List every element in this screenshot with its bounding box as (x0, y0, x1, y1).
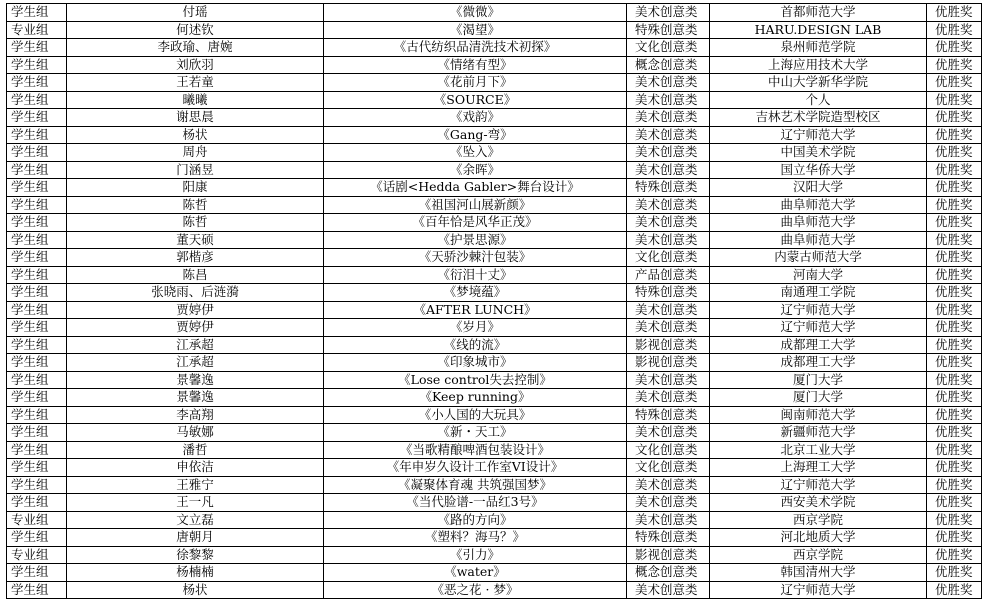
group-cell: 学生组 (7, 424, 67, 442)
work-title-cell: 《引力》 (324, 546, 627, 564)
table-row (7, 249, 982, 267)
category-cell: 美术创意类 (627, 301, 710, 319)
author-cell: 陈昌 (67, 266, 324, 284)
institution-cell: 北京工业大学 (710, 441, 927, 459)
work-title-cell: 《话剧<Hedda Gabler>舞台设计》 (324, 179, 627, 197)
author-cell: 王雅宁 (67, 476, 324, 494)
author-cell: 何述钦 (67, 21, 324, 39)
institution-cell: 韩国清州大学 (710, 564, 927, 582)
author-cell: 江承超 (67, 354, 324, 372)
table-row (7, 231, 982, 249)
award-cell: 优胜奖 (927, 406, 982, 424)
author-cell: 杨状 (67, 581, 324, 599)
author-cell: 张晓雨、后涟漪 (67, 284, 324, 302)
category-cell: 文化创意类 (627, 459, 710, 477)
group-cell: 学生组 (7, 459, 67, 477)
award-cell: 优胜奖 (927, 424, 982, 442)
author-cell: 阳康 (67, 179, 324, 197)
group-cell: 学生组 (7, 266, 67, 284)
work-title-cell: 《岁月》 (324, 319, 627, 337)
award-cell: 优胜奖 (927, 4, 982, 22)
category-cell: 文化创意类 (627, 441, 710, 459)
group-cell: 学生组 (7, 249, 67, 267)
table-row (7, 179, 982, 197)
group-cell: 学生组 (7, 301, 67, 319)
institution-cell: 西安美术学院 (710, 494, 927, 512)
group-cell: 学生组 (7, 319, 67, 337)
award-cell: 优胜奖 (927, 144, 982, 162)
group-cell: 专业组 (7, 511, 67, 529)
work-title-cell: 《百年恰是风华正茂》 (324, 214, 627, 232)
work-title-cell: 《SOURCE》 (324, 91, 627, 109)
group-cell: 学生组 (7, 179, 67, 197)
table-row (7, 91, 982, 109)
institution-cell: 西京学院 (710, 511, 927, 529)
author-cell: 王一凡 (67, 494, 324, 512)
author-cell: 刘欣羽 (67, 56, 324, 74)
category-cell: 文化创意类 (627, 39, 710, 57)
table-row (7, 494, 982, 512)
work-title-cell: 《新・天工》 (324, 424, 627, 442)
table-row (7, 266, 982, 284)
category-cell: 美术创意类 (627, 371, 710, 389)
group-cell: 专业组 (7, 21, 67, 39)
category-cell: 美术创意类 (627, 91, 710, 109)
author-cell: 景馨逸 (67, 389, 324, 407)
work-title-cell: 《water》 (324, 564, 627, 582)
work-title-cell: 《AFTER LUNCH》 (324, 301, 627, 319)
institution-cell: 上海理工大学 (710, 459, 927, 477)
work-title-cell: 《衍泪十丈》 (324, 266, 627, 284)
award-cell: 优胜奖 (927, 319, 982, 337)
category-cell: 美术创意类 (627, 161, 710, 179)
author-cell: 付瑶 (67, 4, 324, 22)
institution-cell: 成都理工大学 (710, 336, 927, 354)
award-cell: 优胜奖 (927, 476, 982, 494)
award-cell: 优胜奖 (927, 231, 982, 249)
category-cell: 美术创意类 (627, 196, 710, 214)
institution-cell: 河北地质大学 (710, 529, 927, 547)
group-cell: 学生组 (7, 56, 67, 74)
award-cell: 优胜奖 (927, 179, 982, 197)
award-cell: 优胜奖 (927, 109, 982, 127)
work-title-cell: 《恶之花 · 梦》 (324, 581, 627, 599)
award-cell: 优胜奖 (927, 441, 982, 459)
author-cell: 陈哲 (67, 196, 324, 214)
category-cell: 美术创意类 (627, 126, 710, 144)
award-cell: 优胜奖 (927, 249, 982, 267)
author-cell: 郭楷彦 (67, 249, 324, 267)
institution-cell: 国立华侨大学 (710, 161, 927, 179)
table-row (7, 581, 982, 599)
work-title-cell: 《线的流》 (324, 336, 627, 354)
category-cell: 美术创意类 (627, 144, 710, 162)
table-row (7, 336, 982, 354)
category-cell: 美术创意类 (627, 214, 710, 232)
work-title-cell: 《微微》 (324, 4, 627, 22)
author-cell: 杨楠楠 (67, 564, 324, 582)
work-title-cell: 《祖国河山展新颜》 (324, 196, 627, 214)
table-row (7, 371, 982, 389)
table-row (7, 109, 982, 127)
table-row (7, 319, 982, 337)
author-cell: 潘哲 (67, 441, 324, 459)
award-cell: 优胜奖 (927, 581, 982, 599)
award-cell: 优胜奖 (927, 459, 982, 477)
work-title-cell: 《余晖》 (324, 161, 627, 179)
work-title-cell: 《当歌精酿啤酒包装设计》 (324, 441, 627, 459)
award-cell: 优胜奖 (927, 196, 982, 214)
institution-cell: 新疆师范大学 (710, 424, 927, 442)
group-cell: 学生组 (7, 354, 67, 372)
work-title-cell: 《戏韵》 (324, 109, 627, 127)
work-title-cell: 《情绪有型》 (324, 56, 627, 74)
group-cell: 学生组 (7, 74, 67, 92)
category-cell: 概念创意类 (627, 564, 710, 582)
table-row (7, 301, 982, 319)
institution-cell: 吉林艺术学院造型校区 (710, 109, 927, 127)
work-title-cell: 《Keep running》 (324, 389, 627, 407)
table-row (7, 424, 982, 442)
category-cell: 产品创意类 (627, 266, 710, 284)
table-row (7, 21, 982, 39)
institution-cell: 南通理工学院 (710, 284, 927, 302)
category-cell: 美术创意类 (627, 511, 710, 529)
category-cell: 影视创意类 (627, 546, 710, 564)
institution-cell: 成都理工大学 (710, 354, 927, 372)
award-cell: 优胜奖 (927, 301, 982, 319)
group-cell: 专业组 (7, 546, 67, 564)
table-row (7, 529, 982, 547)
award-cell: 优胜奖 (927, 354, 982, 372)
category-cell: 特殊创意类 (627, 179, 710, 197)
table-row (7, 406, 982, 424)
award-cell: 优胜奖 (927, 21, 982, 39)
table-row (7, 144, 982, 162)
group-cell: 学生组 (7, 441, 67, 459)
author-cell: 马敏娜 (67, 424, 324, 442)
author-cell: 王若童 (67, 74, 324, 92)
work-title-cell: 《年申岁久设计工作室VI设计》 (324, 459, 627, 477)
institution-cell: 泉州师范学院 (710, 39, 927, 57)
category-cell: 文化创意类 (627, 249, 710, 267)
institution-cell: 辽宁师范大学 (710, 301, 927, 319)
work-title-cell: 《护景思源》 (324, 231, 627, 249)
institution-cell: 辽宁师范大学 (710, 319, 927, 337)
category-cell: 美术创意类 (627, 476, 710, 494)
group-cell: 学生组 (7, 581, 67, 599)
institution-cell: 辽宁师范大学 (710, 126, 927, 144)
award-cell: 优胜奖 (927, 529, 982, 547)
work-title-cell: 《古代纺织品清洗技术初探》 (324, 39, 627, 57)
work-title-cell: 《当代脸谱-一品红3号》 (324, 494, 627, 512)
table-row (7, 441, 982, 459)
table-row (7, 214, 982, 232)
institution-cell: 首都师范大学 (710, 4, 927, 22)
table-row (7, 39, 982, 57)
institution-cell: 厦门大学 (710, 371, 927, 389)
category-cell: 特殊创意类 (627, 406, 710, 424)
work-title-cell: 《印象城市》 (324, 354, 627, 372)
institution-cell: 汉阳大学 (710, 179, 927, 197)
group-cell: 学生组 (7, 476, 67, 494)
category-cell: 美术创意类 (627, 74, 710, 92)
work-title-cell: 《凝聚体育魂 共筑强国梦》 (324, 476, 627, 494)
institution-cell: 上海应用技术大学 (710, 56, 927, 74)
author-cell: 董天硕 (67, 231, 324, 249)
institution-cell: HARU.DESIGN LAB (710, 21, 927, 39)
group-cell: 学生组 (7, 109, 67, 127)
work-title-cell: 《路的方向》 (324, 511, 627, 529)
award-cell: 优胜奖 (927, 546, 982, 564)
award-cell: 优胜奖 (927, 371, 982, 389)
award-cell: 优胜奖 (927, 39, 982, 57)
institution-cell: 河南大学 (710, 266, 927, 284)
work-title-cell: 《坠入》 (324, 144, 627, 162)
category-cell: 美术创意类 (627, 319, 710, 337)
institution-cell: 中山大学新华学院 (710, 74, 927, 92)
award-cell: 优胜奖 (927, 126, 982, 144)
work-title-cell: 《花前月下》 (324, 74, 627, 92)
group-cell: 学生组 (7, 161, 67, 179)
table-row (7, 4, 982, 22)
category-cell: 美术创意类 (627, 581, 710, 599)
table-row (7, 546, 982, 564)
table-row (7, 56, 982, 74)
table-row (7, 284, 982, 302)
award-cell: 优胜奖 (927, 91, 982, 109)
group-cell: 学生组 (7, 406, 67, 424)
institution-cell: 辽宁师范大学 (710, 476, 927, 494)
group-cell: 学生组 (7, 529, 67, 547)
category-cell: 美术创意类 (627, 4, 710, 22)
author-cell: 唐朝月 (67, 529, 324, 547)
institution-cell: 辽宁师范大学 (710, 581, 927, 599)
author-cell: 贾婷伊 (67, 319, 324, 337)
author-cell: 文立磊 (67, 511, 324, 529)
institution-cell: 内蒙古师范大学 (710, 249, 927, 267)
group-cell: 学生组 (7, 336, 67, 354)
author-cell: 徐黎黎 (67, 546, 324, 564)
work-title-cell: 《Lose control失去控制》 (324, 371, 627, 389)
work-title-cell: 《Gang-弯》 (324, 126, 627, 144)
group-cell: 学生组 (7, 284, 67, 302)
institution-cell: 厦门大学 (710, 389, 927, 407)
author-cell: 景馨逸 (67, 371, 324, 389)
category-cell: 特殊创意类 (627, 284, 710, 302)
institution-cell: 曲阜师范大学 (710, 196, 927, 214)
category-cell: 概念创意类 (627, 56, 710, 74)
award-cell: 优胜奖 (927, 161, 982, 179)
awards-table-body (7, 4, 982, 599)
author-cell: 贾婷伊 (67, 301, 324, 319)
group-cell: 学生组 (7, 39, 67, 57)
table-row (7, 476, 982, 494)
group-cell: 学生组 (7, 214, 67, 232)
award-cell: 优胜奖 (927, 511, 982, 529)
award-cell: 优胜奖 (927, 494, 982, 512)
table-row (7, 196, 982, 214)
table-row (7, 126, 982, 144)
group-cell: 学生组 (7, 494, 67, 512)
award-cell: 优胜奖 (927, 564, 982, 582)
author-cell: 谢思晨 (67, 109, 324, 127)
group-cell: 学生组 (7, 144, 67, 162)
category-cell: 美术创意类 (627, 109, 710, 127)
work-title-cell: 《天骄沙棘汁包装》 (324, 249, 627, 267)
category-cell: 影视创意类 (627, 354, 710, 372)
author-cell: 江承超 (67, 336, 324, 354)
table-row (7, 564, 982, 582)
author-cell: 李高翔 (67, 406, 324, 424)
table-row (7, 354, 982, 372)
author-cell: 杨状 (67, 126, 324, 144)
work-title-cell: 《塑料？海马？》 (324, 529, 627, 547)
institution-cell: 曲阜师范大学 (710, 231, 927, 249)
institution-cell: 曲阜师范大学 (710, 214, 927, 232)
author-cell: 曦曦 (67, 91, 324, 109)
institution-cell: 闽南师范大学 (710, 406, 927, 424)
group-cell: 学生组 (7, 231, 67, 249)
category-cell: 美术创意类 (627, 231, 710, 249)
category-cell: 特殊创意类 (627, 529, 710, 547)
group-cell: 学生组 (7, 91, 67, 109)
award-cell: 优胜奖 (927, 74, 982, 92)
author-cell: 陈哲 (67, 214, 324, 232)
award-cell: 优胜奖 (927, 56, 982, 74)
group-cell: 学生组 (7, 371, 67, 389)
group-cell: 学生组 (7, 4, 67, 22)
award-cell: 优胜奖 (927, 266, 982, 284)
group-cell: 学生组 (7, 564, 67, 582)
category-cell: 美术创意类 (627, 424, 710, 442)
category-cell: 美术创意类 (627, 389, 710, 407)
institution-cell: 个人 (710, 91, 927, 109)
table-row (7, 161, 982, 179)
award-cell: 优胜奖 (927, 336, 982, 354)
work-title-cell: 《梦境蕴》 (324, 284, 627, 302)
institution-cell: 西京学院 (710, 546, 927, 564)
work-title-cell: 《渴望》 (324, 21, 627, 39)
author-cell: 门涵昱 (67, 161, 324, 179)
work-title-cell: 《小人国的大玩具》 (324, 406, 627, 424)
table-row (7, 511, 982, 529)
award-cell: 优胜奖 (927, 389, 982, 407)
awards-table (6, 3, 982, 599)
institution-cell: 中国美术学院 (710, 144, 927, 162)
table-row (7, 459, 982, 477)
category-cell: 影视创意类 (627, 336, 710, 354)
table-row (7, 389, 982, 407)
author-cell: 申依洁 (67, 459, 324, 477)
award-cell: 优胜奖 (927, 214, 982, 232)
author-cell: 李政瑜、唐婉 (67, 39, 324, 57)
category-cell: 美术创意类 (627, 494, 710, 512)
group-cell: 学生组 (7, 389, 67, 407)
award-cell: 优胜奖 (927, 284, 982, 302)
table-row (7, 74, 982, 92)
category-cell: 特殊创意类 (627, 21, 710, 39)
group-cell: 学生组 (7, 196, 67, 214)
group-cell: 学生组 (7, 126, 67, 144)
author-cell: 周舟 (67, 144, 324, 162)
